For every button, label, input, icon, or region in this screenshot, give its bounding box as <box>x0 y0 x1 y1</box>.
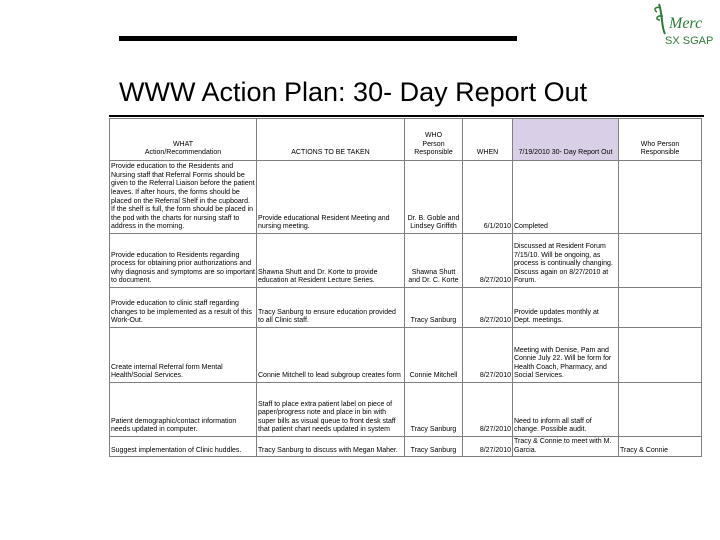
title-rule <box>109 115 704 117</box>
header-when: WHEN <box>463 119 513 161</box>
cell-when: 6/1/2010 <box>463 161 513 234</box>
cell-who-responsible <box>619 328 702 383</box>
svg-text:SX SGAP: SX SGAP <box>665 35 714 47</box>
table-header-row <box>110 119 702 161</box>
cell-who-responsible: Tracy & Connie <box>619 437 702 457</box>
cell-actions: Tracy Sanburg to ensure education provided to all Clinic staff. <box>257 288 405 328</box>
cell-when: 8/27/2010 <box>463 437 513 457</box>
cell-what: Create internal Referral form Mental Health/Social Services. <box>110 328 257 383</box>
cell-who-responsible <box>619 161 702 234</box>
header-what: WHAT Action/Recommendation <box>110 119 257 161</box>
cell-actions: Shawna Shutt and Dr. Korte to provide education at Resident Lecture Series. <box>257 234 405 288</box>
cell-what: Provide education to the Residents and Nursing staff that Referral Forms should be given to the Referral Liaison before the patient leaves. If after hours, the forms should be placed on the Referral Shelf in the cupboard. If the shelf is full, the form should be placed in the pod with the charts for nursing staff to address in the morning. <box>110 161 257 234</box>
cell-what: Suggest implementation of Clinic huddles. <box>110 437 257 457</box>
header-who-responsible: Who Person Responsible <box>619 119 702 161</box>
table-row <box>110 383 702 437</box>
cell-actions: Tracy Sanburg to discuss with Megan Maher. <box>257 437 405 457</box>
cell-who-responsible <box>619 383 702 437</box>
header-who: WHO Person Responsible <box>405 119 463 161</box>
cell-who: Shawna Shutt and Dr. C. Korte <box>405 234 463 288</box>
cell-report: Tracy & Connie to meet with M. Garcia. <box>513 437 619 457</box>
cell-actions: Staff to place extra patient label on piece of paper/progress note and place in bin with super bills as visual queue to front desk staff that patient chart needs updated in system <box>257 383 405 437</box>
cell-report: Need to inform all staff of change. Possible audit. <box>513 383 619 437</box>
cell-what: Provide education to Residents regarding process for obtaining prior authorizations and why diagnosis and symptoms are so important to document. <box>110 234 257 288</box>
cell-when: 8/27/2010 <box>463 383 513 437</box>
cell-what: Patient demographic/contact information needs updated in computer. <box>110 383 257 437</box>
cell-actions: Connie Mitchell to lead subgroup creates form <box>257 328 405 383</box>
cell-what: Provide education to clinic staff regarding changes to be implemented as a result of this Work-Out. <box>110 288 257 328</box>
cell-actions: Provide educational Resident Meeting and nursing meeting. <box>257 161 405 234</box>
cell-report: Completed <box>513 161 619 234</box>
table-row <box>110 328 702 383</box>
table-row <box>110 288 702 328</box>
cell-when: 8/27/2010 <box>463 288 513 328</box>
cell-when: 8/27/2010 <box>463 234 513 288</box>
header-report-out: 7/19/2010 30- Day Report Out <box>513 119 619 161</box>
cell-report: Meeting with Denise, Pam and Connie July 22. Will be form for Health Coach, Pharmacy, and Social Services. <box>513 328 619 383</box>
slide-title: WWW Action Plan: 30- Day Report Out <box>119 77 588 107</box>
cell-who-responsible <box>619 288 702 328</box>
title-accent-bar <box>119 36 517 41</box>
cell-report: Provide updates monthly at Dept. meetings. <box>513 288 619 328</box>
cell-who: Dr. B. Goble and Lindsey Griffith <box>405 161 463 234</box>
table-row <box>110 161 702 234</box>
company-logo <box>651 0 717 58</box>
cell-who-responsible <box>619 234 702 288</box>
cell-who: Tracy Sanburg <box>405 383 463 437</box>
cell-who: Connie Mitchell <box>405 328 463 383</box>
table-row <box>110 437 702 457</box>
cell-when: 8/27/2010 <box>463 328 513 383</box>
cell-report: Discussed at Resident Forum 7/15/10. Will be ongoing, as process is continually changing. Discuss again on 8/27/2010 at Forum. <box>513 234 619 288</box>
table-row <box>110 234 702 288</box>
cell-who: Tracy Sanburg <box>405 288 463 328</box>
header-actions: ACTIONS TO BE TAKEN <box>257 119 405 161</box>
action-plan-table <box>109 118 702 457</box>
svg-text:Merc: Merc <box>669 15 703 32</box>
cell-who: Tracy Sanburg <box>405 437 463 457</box>
